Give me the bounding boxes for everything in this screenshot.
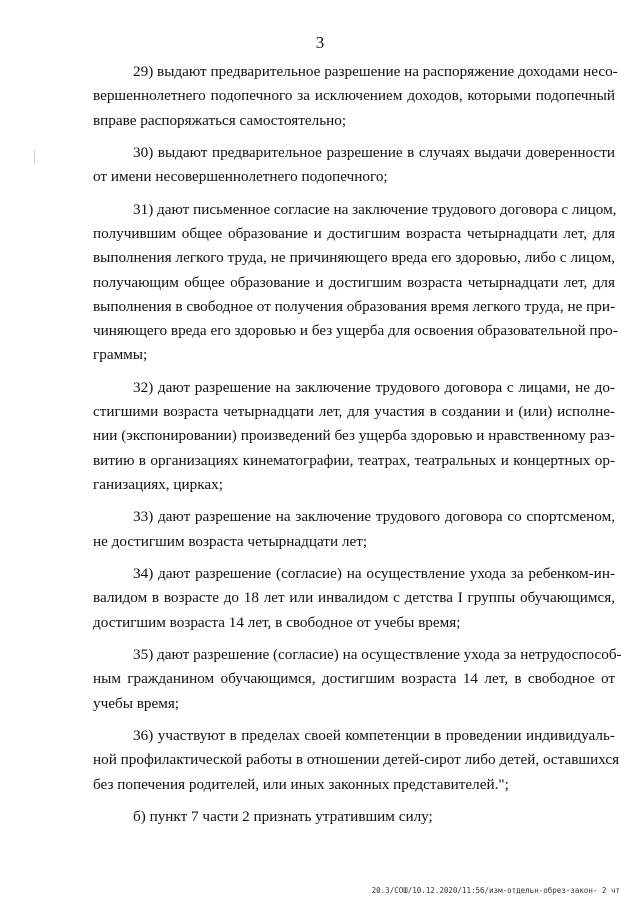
paragraph-gap [93, 133, 615, 141]
paragraph-gap [93, 190, 615, 198]
paragraph-item-32 [93, 376, 615, 497]
text-line: достигшим возраста 14 лет, в свободное от учебы время; [93, 613, 461, 631]
text-line: получающим общее образование и достигшим возраста четырнадцати лет, для [93, 273, 615, 291]
paragraph-item-34 [93, 562, 615, 635]
paragraph-item-36 [93, 724, 620, 797]
text-line: чиняющего вреда его здоровью и без ущерба для освоения образовательной про- [93, 322, 618, 340]
text-line: 34) дают разрешение (согласие) на осуществление ухода за ребенком-ин- [133, 565, 615, 583]
margin-mark [34, 150, 35, 164]
text-line: выполнения легкого труда, не причиняющего вреда его здоровью, либо с лицом, [93, 249, 615, 267]
paragraph-gap [93, 635, 615, 643]
text-line: граммы; [93, 346, 148, 364]
text-line: вправе распоряжаться самостоятельно; [93, 111, 347, 129]
text-line: ганизациях, цирках; [93, 476, 223, 494]
paragraph-gap [93, 716, 615, 724]
page-number: 3 [315, 33, 325, 52]
text-line: 35) дают разрешение (согласие) на осуществление ухода за нетрудоспособ- [133, 646, 622, 664]
text-line: стигшими возраста четырнадцати лет, для участия в создании и (или) исполне- [93, 403, 615, 421]
footer-text: 20.3/СОШ/10.12.2020/11:56/изм-отдельн-обрез-закон- 2 чт [371, 886, 620, 895]
paragraph-item-30 [93, 141, 615, 190]
text-line: 33) дают разрешение на заключение трудового договора со спортсменом, [133, 508, 615, 526]
text-line: ным гражданином обучающимся, достигшим возраста 14 лет, в свободное от [93, 670, 615, 688]
text-line: 36) участвуют в пределах своей компетенции в проведении индивидуаль- [133, 727, 615, 745]
text-line: ной профилактической работы в отношении детей-сирот либо детей, оставшихся [93, 751, 620, 769]
text-line: получившим общее образование и достигшим возраста четырнадцати лет, для [93, 224, 615, 242]
text-line: валидом в возрасте до 18 лет или инвалидом с детства I группы обучающимся, [93, 589, 615, 607]
document-body [93, 60, 622, 829]
text-line: 32) дают разрешение на заключение трудового договора с лицами, не до- [133, 378, 615, 396]
text-line: нии (экспонировании) произведений без ущерба здоровью и нравственному раз- [93, 427, 615, 445]
paragraph-item-31 [93, 198, 618, 368]
text-line: не достигшим возраста четырнадцати лет; [93, 532, 368, 550]
paragraph-gap [93, 497, 615, 505]
text-line: 29) выдают предварительное разрешение на распоряжение доходами несо- [133, 63, 618, 80]
paragraph-gap [93, 368, 615, 376]
text-line: 30) выдают предварительное разрешение в случаях выдачи доверенности [133, 143, 615, 161]
text-line: от имени несовершеннолетнего подопечного; [93, 168, 388, 186]
text-line: выполнения в свободное от получения образования время легкого труда, не при- [93, 297, 616, 315]
text-line: б) пункт 7 части 2 признать утратившим силу; [133, 808, 433, 826]
text-line: учебы время; [93, 694, 180, 712]
text-line: без попечения родителей, или иных законных представителей."; [93, 775, 509, 793]
text-line: 31) дают письменное согласие на заключение трудового договора с лицом, [133, 200, 617, 218]
text-line: вершеннолетнего подопечного за исключением доходов, которыми подопечный [93, 87, 615, 105]
paragraph-item-35 [93, 643, 622, 716]
paragraph-item-33 [93, 505, 615, 554]
paragraph-gap [93, 797, 615, 805]
paragraph-gap [93, 554, 615, 562]
paragraph-item-29 [93, 60, 618, 133]
paragraph-item-b [93, 805, 615, 829]
text-line: витию в организациях кинематографии, театрах, театральных и концертных ор- [93, 451, 615, 469]
